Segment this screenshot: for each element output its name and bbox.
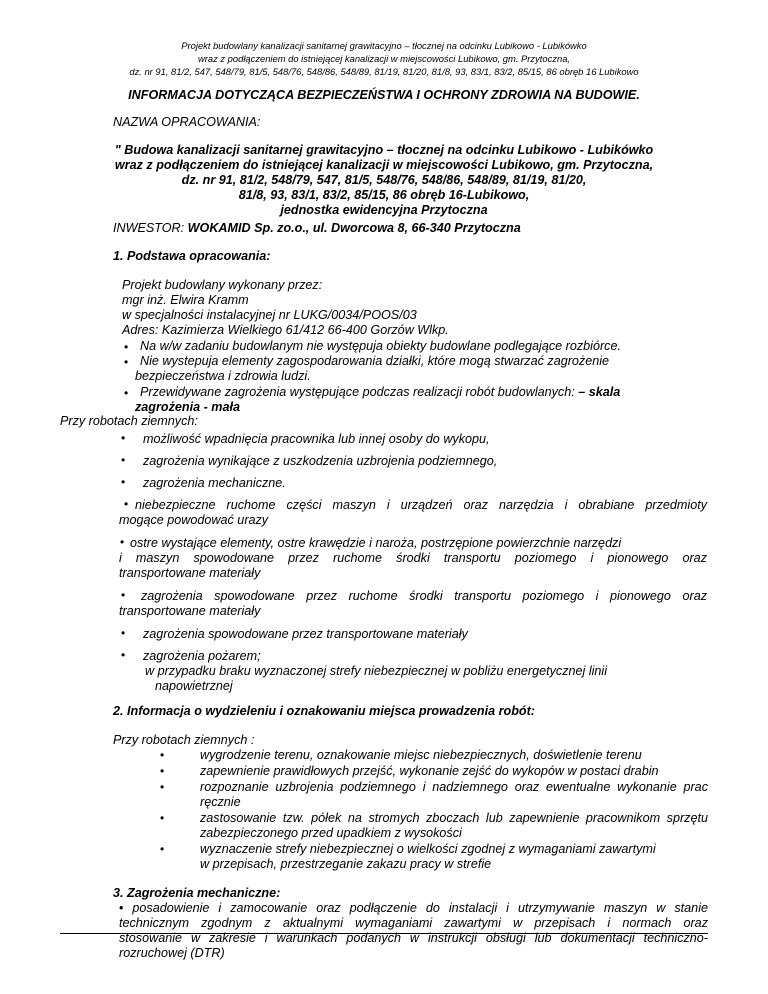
investor-value: WOKAMID Sp. zo.o., ul. Dworcowa 8, 66-340 Przytoczna: [187, 221, 521, 235]
bullet-icon: •: [160, 780, 165, 794]
header-line-2: wraz z podłączeniem do istniejącej kanalizacji w miejscowości Lubikowo, gm. Przytoczna,: [197, 53, 571, 64]
list-item: zapewnienie prawidłowych przejść, wykonanie zejść do wykopów w postaci drabin: [200, 764, 659, 778]
list-item: zagrożenia mechaniczne.: [143, 476, 286, 490]
list-item-line: ręcznie: [200, 795, 241, 809]
bullet-icon: •: [160, 842, 165, 856]
bullet-icon: •: [121, 626, 126, 640]
document-title: INFORMACJA DOTYCZĄCA BEZPIECZEŃSTWA I OCHRONY ZDROWIA NA BUDOWIE.: [128, 88, 640, 102]
list-item-line: Nie wystepuja elementy zagospodarowania działki, które mogą stwarzać zagrożenie: [140, 354, 610, 368]
list-item: zagrożenia wynikające z uszkodzenia uzbrojenia podziemnego,: [143, 454, 498, 468]
list-item: [200, 780, 708, 810]
list-item: zagrożenia spowodowane przez ruchome środki transportu poziomego i pionowego oraz: [141, 589, 707, 603]
bullet-icon: •: [121, 431, 126, 445]
project-name-line-4: 81/8, 93, 83/1, 83/2, 85/15, 86 obręb 16-Lubikowo,: [238, 188, 530, 202]
bullet-icon: •: [124, 386, 129, 400]
list-item-line: bezpieczeństwa i zdrowia ludzi.: [135, 369, 311, 383]
paragraph-line: posadowienie i zamocowanie oraz podłączenie do instalacji i utrzymywanie maszyn w stanie: [132, 901, 708, 915]
list-item-line: zastosowanie tzw. półek na stromych zboczach lub zapewnienie pracownikom sprzętu: [200, 811, 708, 825]
list-item: niebezpieczne ruchome części maszyn i urządzeń oraz narzędzia i obrabiane przedmioty: [135, 498, 707, 512]
list-item: zagrożenia spowodowane przez transportowane materiały: [143, 627, 468, 641]
list-item: [200, 842, 656, 872]
list-item: Na w/w zadaniu budowlanym nie występuja obiekty budowlane podlegające rozbiórce.: [140, 339, 621, 353]
list-item-line: rozpoznanie uzbrojenia podziemnego i nadziemnego oraz ewentualne wykonanie prac: [200, 780, 708, 794]
paragraph-line: rozruchowej (DTR): [119, 946, 225, 960]
bullet-icon: •: [160, 811, 165, 825]
bullet-icon: •: [121, 588, 126, 602]
list-item-line: wyznaczenie strefy niebezpiecznej o wielkości zgodnej z wymaganiami zawartymi: [200, 842, 656, 856]
nazwa-label: NAZWA OPRACOWANIA:: [113, 115, 261, 129]
list-item-continuation: mogące powodować urazy: [119, 513, 269, 527]
list-item-bold: – skala: [578, 385, 621, 399]
bullet-icon: •: [120, 535, 125, 549]
bullet-icon: •: [124, 497, 129, 511]
list-item-continuation: i maszyn spowodowane przez ruchome środki transportu poziomego i pionowego oraz: [119, 551, 707, 565]
list-item: wygrodzenie terenu, oznakowanie miejsc niebezpiecznych, doświetlenie terenu: [200, 748, 642, 762]
list-item-line: zagrożenia pożarem;: [143, 649, 261, 663]
investor-label: INWESTOR:: [113, 221, 188, 235]
bullet-icon: •: [119, 901, 133, 915]
list-item-line: Przewidywane zagrożenia występujące podczas realizacji robót budowlanych:: [140, 385, 579, 399]
list-item-line: zagrożenia - mała: [135, 400, 240, 414]
bullet-icon: •: [160, 764, 165, 778]
list-item: możliwość wpadnięcia pracownika lub innej osoby do wykopu,: [143, 432, 490, 446]
list-item-line: napowietrznej: [155, 679, 233, 693]
bullet-icon: •: [124, 340, 129, 354]
footer-divider: [60, 933, 708, 934]
project-name-line-2: wraz z podłączeniem do istniejącej kanalizacji w miejscowości Lubikowo, gm. Przytoczna,: [114, 158, 654, 172]
author-line-4: Adres: Kazimierza Wielkiego 61/412 66-400 Gorzów Wlkp.: [122, 323, 449, 337]
list-item-line: w przepisach, przestrzeganie zakazu pracy w strefie: [200, 857, 492, 871]
paragraph-line: technicznym zgodnym z aktualnymi wymaganiami zawartymi w przepisach i normach oraz: [119, 916, 708, 930]
bullet-icon: •: [121, 475, 126, 489]
author-block: [122, 278, 449, 338]
section-3-paragraph: [119, 901, 708, 961]
paragraph-line: stosowanie w zakresie i warunkach podanych w instrukcji obsługi lub dokumentacji techniczno-: [119, 931, 708, 945]
header-line-1: Projekt budowlany kanalizacji sanitarnej grawitacyjno – tłocznej na odcinku Lubikowo - Lubikówko: [181, 40, 587, 51]
project-name-line-3: dz. nr 91, 81/2, 548/79, 547, 81/5, 548/76, 548/86, 548/89, 81/19, 81/20,: [181, 173, 587, 187]
przy-robotach-label: Przy robotach ziemnych :: [113, 733, 255, 747]
author-line-3: w specjalności instalacyjnej nr LUKG/0034/POOS/03: [122, 308, 417, 322]
project-name: [60, 143, 708, 218]
bullet-icon: •: [160, 748, 165, 762]
list-item: [143, 649, 607, 694]
list-item: [135, 354, 610, 384]
section-2-heading: 2. Informacja o wydzieleniu i oznakowaniu miejsca prowadzenia robót:: [113, 704, 535, 718]
author-line-1: Projekt budowlany wykonany przez:: [122, 278, 323, 292]
list-item-line: zabezpieczonego przed upadkiem z wysokości: [200, 826, 462, 840]
przy-robotach-label: Przy robotach ziemnych:: [60, 414, 198, 428]
author-line-2: mgr inż. Elwira Kramm: [122, 293, 249, 307]
list-item: [200, 811, 708, 841]
bullet-icon: •: [121, 648, 126, 662]
bullet-icon: •: [124, 355, 129, 369]
list-item-continuation: transportowane materiały: [119, 566, 261, 580]
section-3-heading: 3. Zagrożenia mechaniczne:: [113, 886, 281, 900]
list-item-continuation: transportowane materiały: [119, 604, 261, 618]
running-header: [60, 39, 708, 78]
investor: [113, 221, 521, 236]
list-item-line: w przypadku braku wyznaczonej strefy niebezpiecznej w pobliżu energetycznej linii: [145, 664, 608, 678]
list-item: ostre wystające elementy, ostre krawędzie i naroża, postrzępione powierzchnie narzędzi: [130, 536, 622, 550]
section-1-heading: 1. Podstawa opracowania:: [113, 249, 271, 263]
project-name-line-1: " Budowa kanalizacji sanitarnej grawitacyjno – tłocznej na odcinku Lubikowo - Lubikówko: [114, 143, 654, 157]
project-name-line-5: jednostka ewidencyjna Przytoczna: [280, 203, 488, 217]
bullet-icon: •: [121, 453, 126, 467]
list-item: [135, 385, 700, 415]
header-line-3: dz. nr 91, 81/2, 547, 548/79, 81/5, 548/76, 548/86, 548/89, 81/19, 81/20, 81/8, 93, 83/1, 83/2, 85/15, 86 obręb 16 Lubikowo: [129, 66, 639, 77]
